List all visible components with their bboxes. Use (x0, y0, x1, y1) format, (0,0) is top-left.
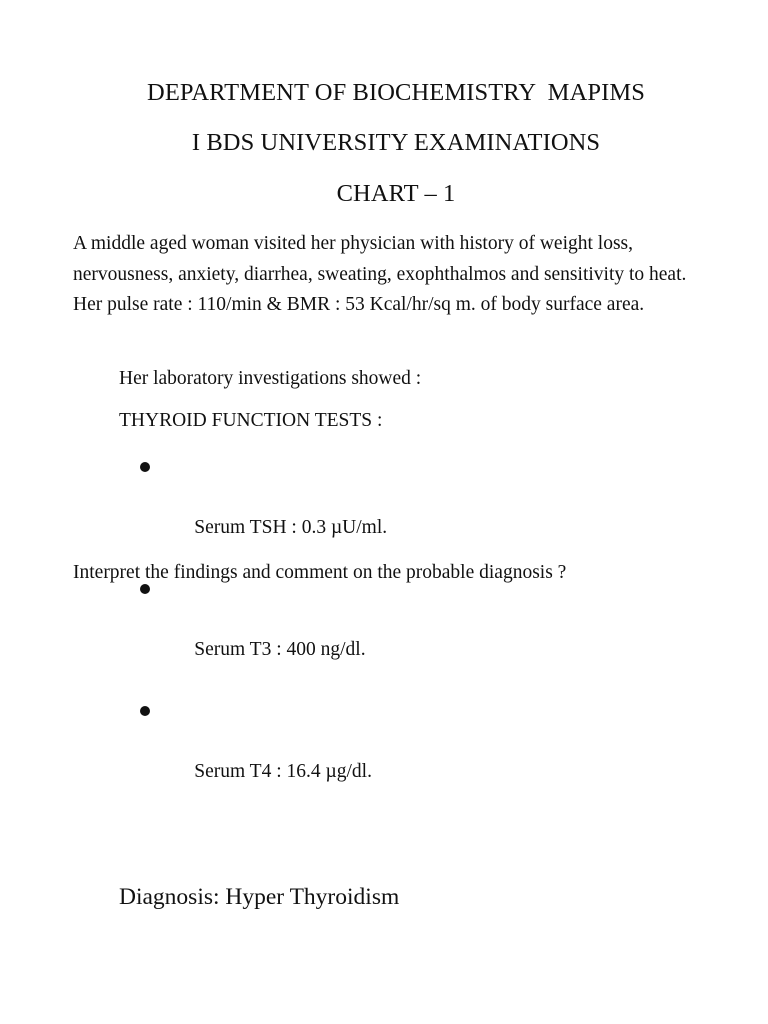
test-result-t3: Serum T3 : 400 ng/dl. (194, 639, 366, 660)
bullet-icon (140, 706, 150, 716)
bullet-icon (140, 462, 150, 472)
exam-heading: I BDS UNIVERSITY EXAMINATIONS (191, 129, 601, 156)
department-heading: DEPARTMENT OF BIOCHEMISTRY MAPIMS (147, 79, 645, 106)
list-item (140, 452, 387, 574)
diagnosis-text: Diagnosis: Hyper Thyroidism (119, 884, 400, 910)
chart-title: CHART – 1 (336, 180, 456, 207)
list-item (140, 696, 387, 818)
list-item (140, 574, 387, 696)
test-result-tsh: Serum TSH : 0.3 µU/ml. (194, 517, 388, 538)
thyroid-tests-title: THYROID FUNCTION TESTS : (119, 410, 383, 431)
case-description: A middle aged woman visited her physician with history of weight loss, nervousness, anxiety, diarrhea, sweating, exophthalmos and sensitivity to heat. Her pulse rate : 110/min & BMR : 53 Kcal/hr/sq m. of body surface area. (73, 233, 687, 315)
test-result-t4: Serum T4 : 16.4 µg/dl. (194, 761, 372, 782)
thyroid-tests-list (140, 452, 387, 818)
question-text: Interpret the findings and comment on the probable diagnosis ? (73, 562, 567, 583)
lab-intro: Her laboratory investigations showed : (119, 368, 422, 389)
